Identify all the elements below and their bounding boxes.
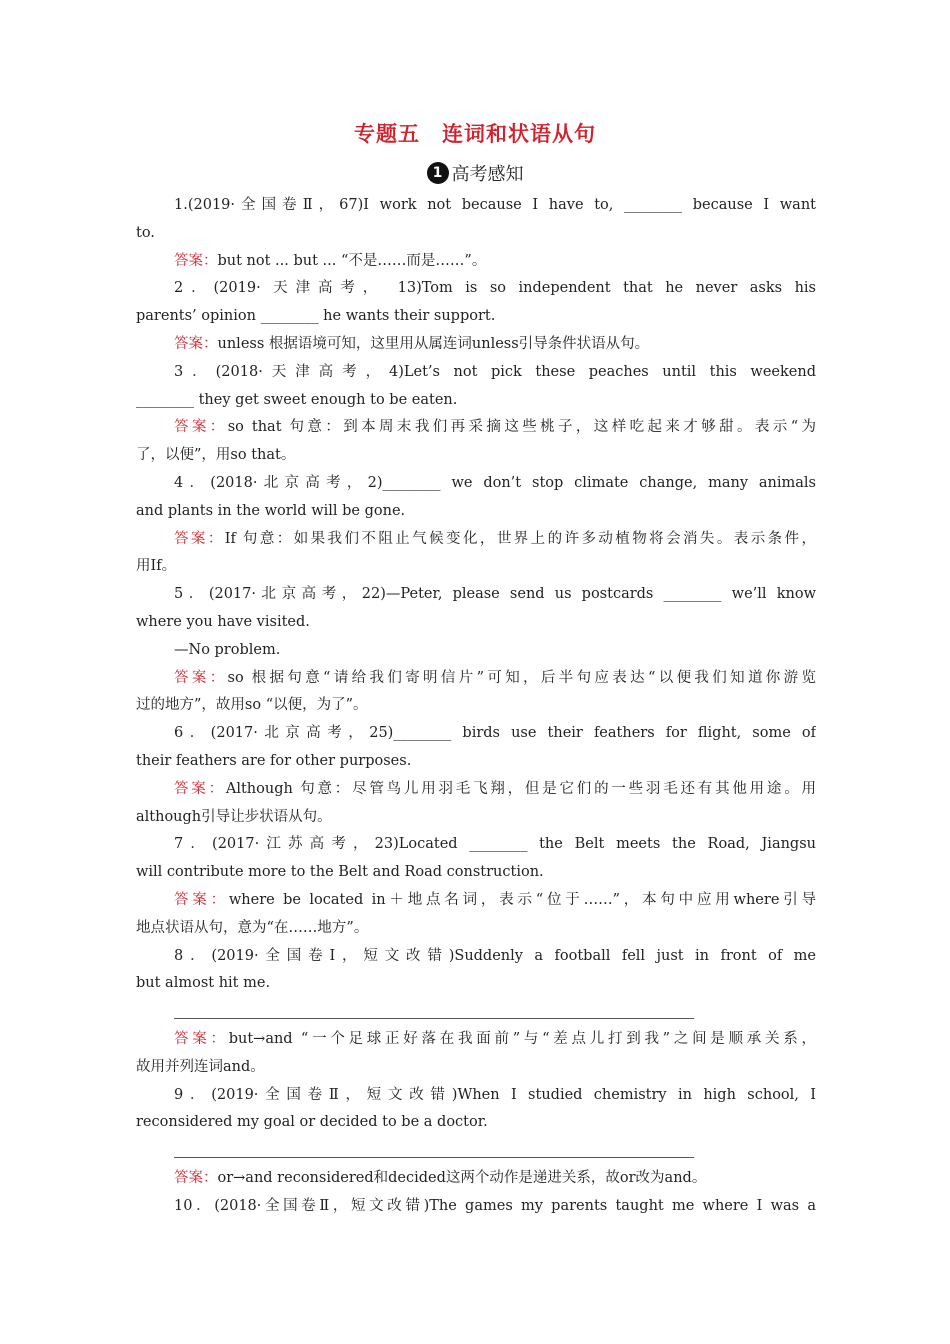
- question-6-line-1: 6．(2017·北京高考，25)________ birds use their feathers for flight, some of: [174, 725, 816, 742]
- question-3-line-1: 3．(2018·天津高考，4)Let’s not pick these peaches until this weekend: [174, 363, 816, 380]
- section-label: 高考感知: [451, 164, 524, 185]
- question-7-answer-cont: 地点状语从句，意为“在……地方”。: [136, 919, 369, 936]
- question-5-line-2: where you have visited.: [136, 613, 310, 630]
- question-2-line-1: 2．(2019· 天津高考， 13)Tom is so independent that he never asks his: [174, 280, 816, 297]
- answer-blank-line: [136, 1137, 816, 1165]
- answer-label: 答案：: [174, 252, 218, 269]
- question-7-answer: [136, 887, 816, 915]
- answer-text: but not ... but ... “不是……而是……”。: [217, 252, 487, 269]
- answer-text: where be located in＋地点名词，表示“位于……”，本句中应用where引导: [228, 891, 816, 908]
- question-6-answer: [136, 776, 816, 804]
- answer-text: unless 根据语境可知，这里用从属连词unless引导条件状语从句。: [217, 335, 650, 352]
- answer-label: 答案：: [174, 891, 229, 908]
- question-8-answer-cont: 故用并列连词and。: [136, 1058, 265, 1075]
- question-2-answer: [136, 331, 816, 359]
- question-4-line-2: and plants in the world will be gone.: [136, 502, 406, 519]
- underline-rule: [174, 1018, 694, 1019]
- question-10-line-1: 10．(2018·全国卷Ⅱ，短文改错)The games my parents taught me where I was a: [174, 1197, 816, 1214]
- answer-label: 答案：: [174, 419, 228, 436]
- answer-label: 答案：: [174, 530, 225, 547]
- answer-label: 答案：: [174, 1030, 229, 1047]
- question-5-answer-cont: 过的地方”，故用so “以便，为了”。: [136, 697, 368, 714]
- answer-label: 答案：: [174, 669, 228, 686]
- answer-text: so 根据句意“请给我们寄明信片”可知，后半句应表达“以便我们知道你游览: [227, 669, 816, 686]
- answer-text: or→and reconsidered和decided这两个动作是递进关系，故or改为and。: [217, 1169, 707, 1186]
- question-8-answer: [136, 1026, 816, 1054]
- question-2-line-2: parents’ opinion ________ he wants their support.: [136, 308, 496, 325]
- question-3-line-2: ________ they get sweet enough to be eaten.: [136, 391, 458, 408]
- answer-text: so that 句意：到本周末我们再采摘这些桃子，这样吃起来才够甜。表示“为: [227, 419, 816, 436]
- question-1-line-1: 1.(2019·全国卷Ⅱ，67)I work not because I have to, ________ because I want: [174, 197, 816, 213]
- answer-label: 答案：: [174, 335, 218, 352]
- answer-text: but→and “一个足球正好落在我面前”与“差点儿打到我”之间是顺承关系，: [228, 1030, 816, 1047]
- question-1-answer: [136, 248, 816, 276]
- question-list: [136, 192, 816, 1220]
- section-number-badge: 1: [427, 162, 449, 184]
- answer-blank-line: [136, 998, 816, 1026]
- question-9-answer: [136, 1165, 816, 1193]
- question-5-line-3: —No problem.: [174, 641, 281, 658]
- answer-text: If 句意：如果我们不阻止气候变化，世界上的许多动植物将会消失。表示条件，: [224, 530, 816, 547]
- question-9-line-2: reconsidered my goal or decided to be a doctor.: [136, 1114, 488, 1131]
- underline-rule: [174, 1157, 694, 1158]
- question-4-answer: [136, 526, 816, 554]
- question-4-line-1: 4．(2018·北京高考，2)________ we don’t stop climate change, many animals: [174, 474, 816, 491]
- question-1-line-2: to.: [136, 224, 155, 241]
- section-heading: [0, 160, 950, 186]
- question-3-answer-cont: 了，以便”，用so that。: [136, 447, 296, 464]
- question-3-answer: [136, 414, 816, 442]
- question-6-answer-cont: although引导让步状语从句。: [136, 808, 332, 825]
- question-7-line-1: 7．(2017·江苏高考，23)Located ________ the Belt meets the Road, Jiangsu: [174, 836, 816, 853]
- question-6-line-2: their feathers are for other purposes.: [136, 752, 412, 769]
- question-4-answer-cont: 用If。: [136, 558, 177, 575]
- answer-label: 答案：: [174, 780, 226, 797]
- answer-text: Although 句意：尽管鸟儿用羽毛飞翔，但是它们的一些羽毛还有其他用途。用: [225, 780, 816, 797]
- question-5-answer: [136, 665, 816, 693]
- page-title: 专题五 连词和状语从句: [354, 121, 596, 146]
- answer-label: 答案：: [174, 1169, 218, 1186]
- question-8-line-2: but almost hit me.: [136, 975, 271, 992]
- question-5-line-1: 5．(2017·北京高考，22)—Peter, please send us postcards ________ we’ll know: [174, 586, 816, 603]
- question-9-line-1: 9．(2019·全国卷Ⅱ，短文改错)When I studied chemistry in high school, I: [174, 1086, 816, 1103]
- question-7-line-2: will contribute more to the Belt and Road construction.: [136, 864, 544, 881]
- question-8-line-1: 8．(2019·全国卷Ⅰ，短文改错)Suddenly a football fell just in front of me: [174, 947, 816, 964]
